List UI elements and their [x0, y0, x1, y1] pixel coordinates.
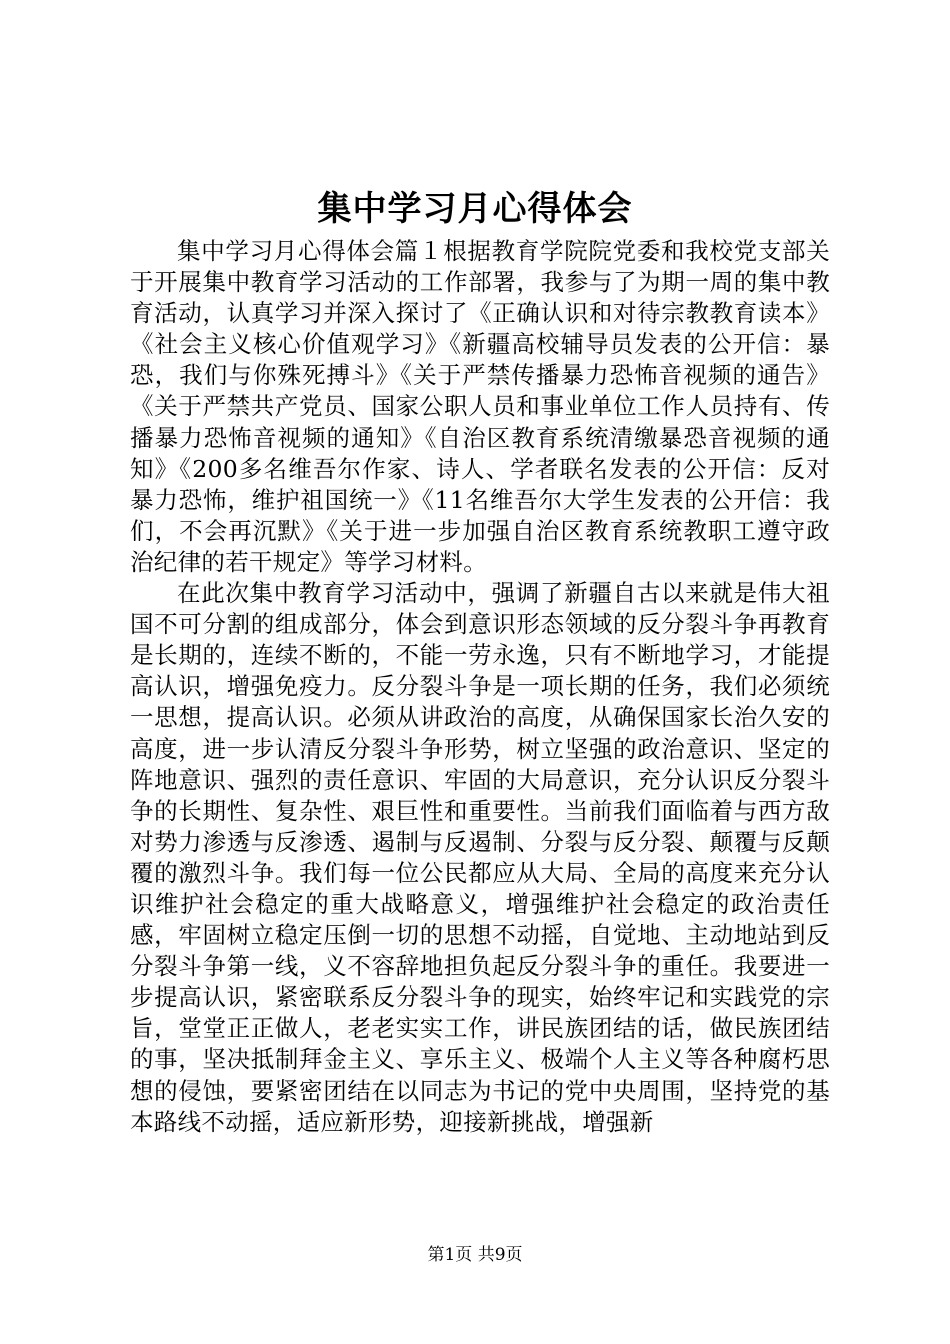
document-body — [130, 236, 830, 1138]
page-number-footer: 第1页 共9页 — [427, 1245, 523, 1265]
paragraph-1: 集中学习月心得体会篇１根据教育学院院党委和我校党支部关于开展集中教育学习活动的工作部署，我参与了为期一周的集中教育活动，认真学习并深入探讨了《正确认识和对待宗教教育读本》《社会主义核心价值观学习》《新疆高校辅导员发表的公开信：暴恐，我们与你殊死搏斗》《关于严禁传播暴力恐怖音视频的通告》《关于严禁共产党员、国家公职人员和事业单位工作人员持有、传播暴力恐怖音视频的通知》《自治区教育系统清缴暴恐音视频的通知》《200多名维吾尔作家、诗人、学者联名发表的公开信：反对暴力恐怖，维护祖国统一》《11名维吾尔大学生发表的公开信：我们，不会再沉默》《关于进一步加强自治区教育系统教职工遵守政治纪律的若干规定》等学习材料。 — [130, 237, 830, 576]
paragraph-2: 在此次集中教育学习活动中，强调了新疆自古以来就是伟大祖国不可分割的组成部分，体会到意识形态领域的反分裂斗争再教育是长期的，连续不断的，不能一劳永逸，只有不断地学习，才能提高认识，增强免疫力。反分裂斗争是一项长期的任务，我们必须统一思想，提高认识。必须从讲政治的高度，从确保国家长治久安的高度，进一步认清反分裂斗争形势，树立坚强的政治意识、坚定的阵地意识、强烈的责任意识、牢固的大局意识，充分认识反分裂斗争的长期性、复杂性、艰巨性和重要性。当前我们面临着与西方敌对势力渗透与反渗透、遏制与反遏制、分裂与反分裂、颠覆与反颠覆的激烈斗争。我们每一位公民都应从大局、全局的高度来充分认识维护社会稳定的重大战略意义，增强维护社会稳定的政治责任感，牢固树立稳定压倒一切的思想不动摇，自觉地、主动地站到反分裂斗争第一线，义不容辞地担负起反分裂斗争的重任。我要进一步提高认识，紧密联系反分裂斗争的现实，始终牢记和实践党的宗旨，堂堂正正做人，老老实实工作，讲民族团结的话，做民族团结的事，坚决抵制拜金主义、享乐主义、极端个人主义等各种腐朽思想的侵蚀，要紧密团结在以同志为书记的党中央周围，坚持党的基本路线不动摇，适应新形势，迎接新挑战，增强新 — [130, 579, 830, 1136]
document-title: 集中学习月心得体会 — [317, 189, 633, 229]
